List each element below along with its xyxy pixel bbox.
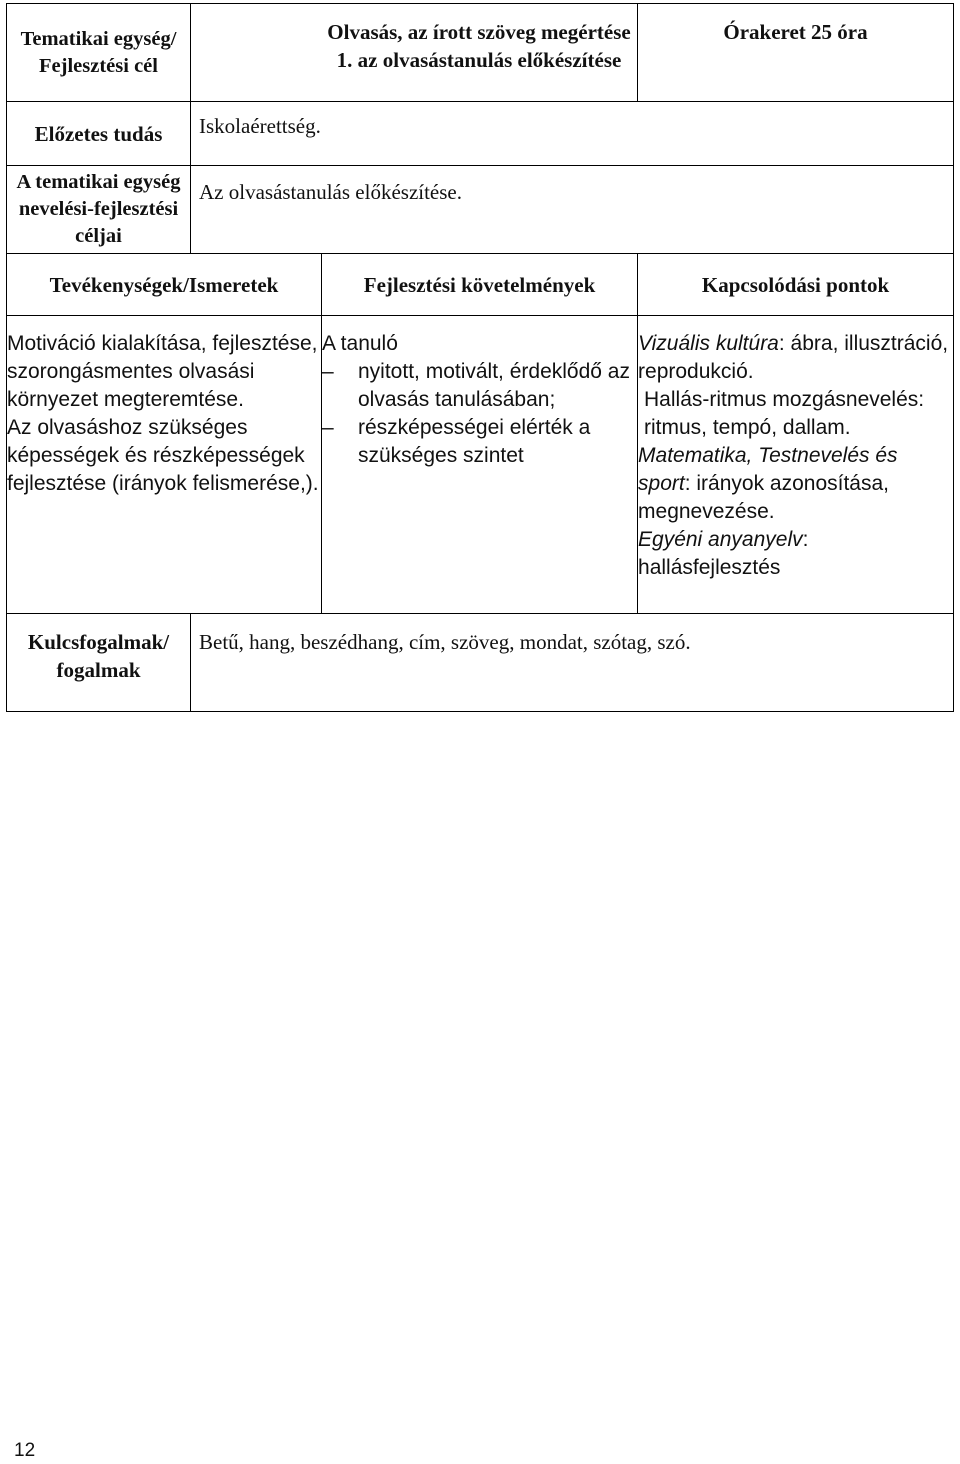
prior-knowledge-value: Iskolaérettség. xyxy=(191,102,954,166)
connection-language xyxy=(638,526,953,582)
goals-row xyxy=(7,166,954,254)
requirements-intro: A tanuló xyxy=(322,332,398,355)
connection-subject: Egyéni anyanyelv xyxy=(638,528,803,551)
prior-knowledge-row xyxy=(7,102,954,166)
connection-text: : ábra, illusztráció, reprodukció. xyxy=(638,332,949,383)
connection-visual xyxy=(638,330,953,386)
requirements-cell xyxy=(322,316,638,614)
requirement-item: – nyitott, motivált, érdeklődő az olvasás tanulásában; xyxy=(322,358,637,414)
page-number: 12 xyxy=(14,1440,36,1461)
col-connections-header: Kapcsolódási pontok xyxy=(638,254,954,316)
col-requirements-header: Fejlesztési követelmények xyxy=(322,254,638,316)
connection-rhythm xyxy=(638,386,953,442)
hours-text: Órakeret 25 óra xyxy=(723,20,868,44)
connection-text: Hallás-ritmus mozgásnevelés: ritmus, tempó, dallam. xyxy=(644,388,925,439)
curriculum-table xyxy=(6,3,954,712)
connection-subject: Matematika, Testnevelés és sport xyxy=(638,444,898,495)
prior-knowledge-label: Előzetes tudás xyxy=(7,102,191,166)
requirement-item: – részképességei elérték a szükséges szintet xyxy=(322,414,637,470)
activities-paragraph-1: Motiváció kialakítása, fejlesztése, szorongásmentes olvasási környezet megteremtése. xyxy=(7,332,318,411)
keywords-label: Kulcsfogalmak/ fogalmak xyxy=(7,614,191,712)
content-row xyxy=(7,316,954,614)
connection-math xyxy=(638,442,953,526)
connection-text: : irányok azonosítása, megnevezése. xyxy=(638,472,889,523)
hours-cell xyxy=(638,4,954,102)
activities-paragraph-2: Az olvasáshoz szükséges képességek és részképességek fejlesztése (irányok felismerése,). xyxy=(7,416,319,495)
unit-title xyxy=(191,4,638,102)
requirements-list xyxy=(322,358,637,470)
goals-label: A tematikai egység nevelési-fejlesztési céljai xyxy=(7,166,191,254)
activities-cell xyxy=(7,316,322,614)
connection-text: : hallásfejlesztés xyxy=(638,528,809,579)
keywords-value: Betű, hang, beszédhang, cím, szöveg, mondat, szótag, szó. xyxy=(191,614,954,712)
connection-subject: Vizuális kultúra xyxy=(638,332,779,355)
connections-cell xyxy=(638,316,954,614)
unit-header-row xyxy=(7,4,954,102)
unit-title-text: Olvasás, az írott szöveg megértése 1. az olvasástanulás előkészítése xyxy=(327,20,631,72)
column-header-row xyxy=(7,254,954,316)
goals-value: Az olvasástanulás előkészítése. xyxy=(191,166,954,254)
keywords-row xyxy=(7,614,954,712)
unit-label: Tematikai egység/ Fejlesztési cél xyxy=(7,4,191,102)
col-activities-header: Tevékenységek/Ismeretek xyxy=(7,254,322,316)
